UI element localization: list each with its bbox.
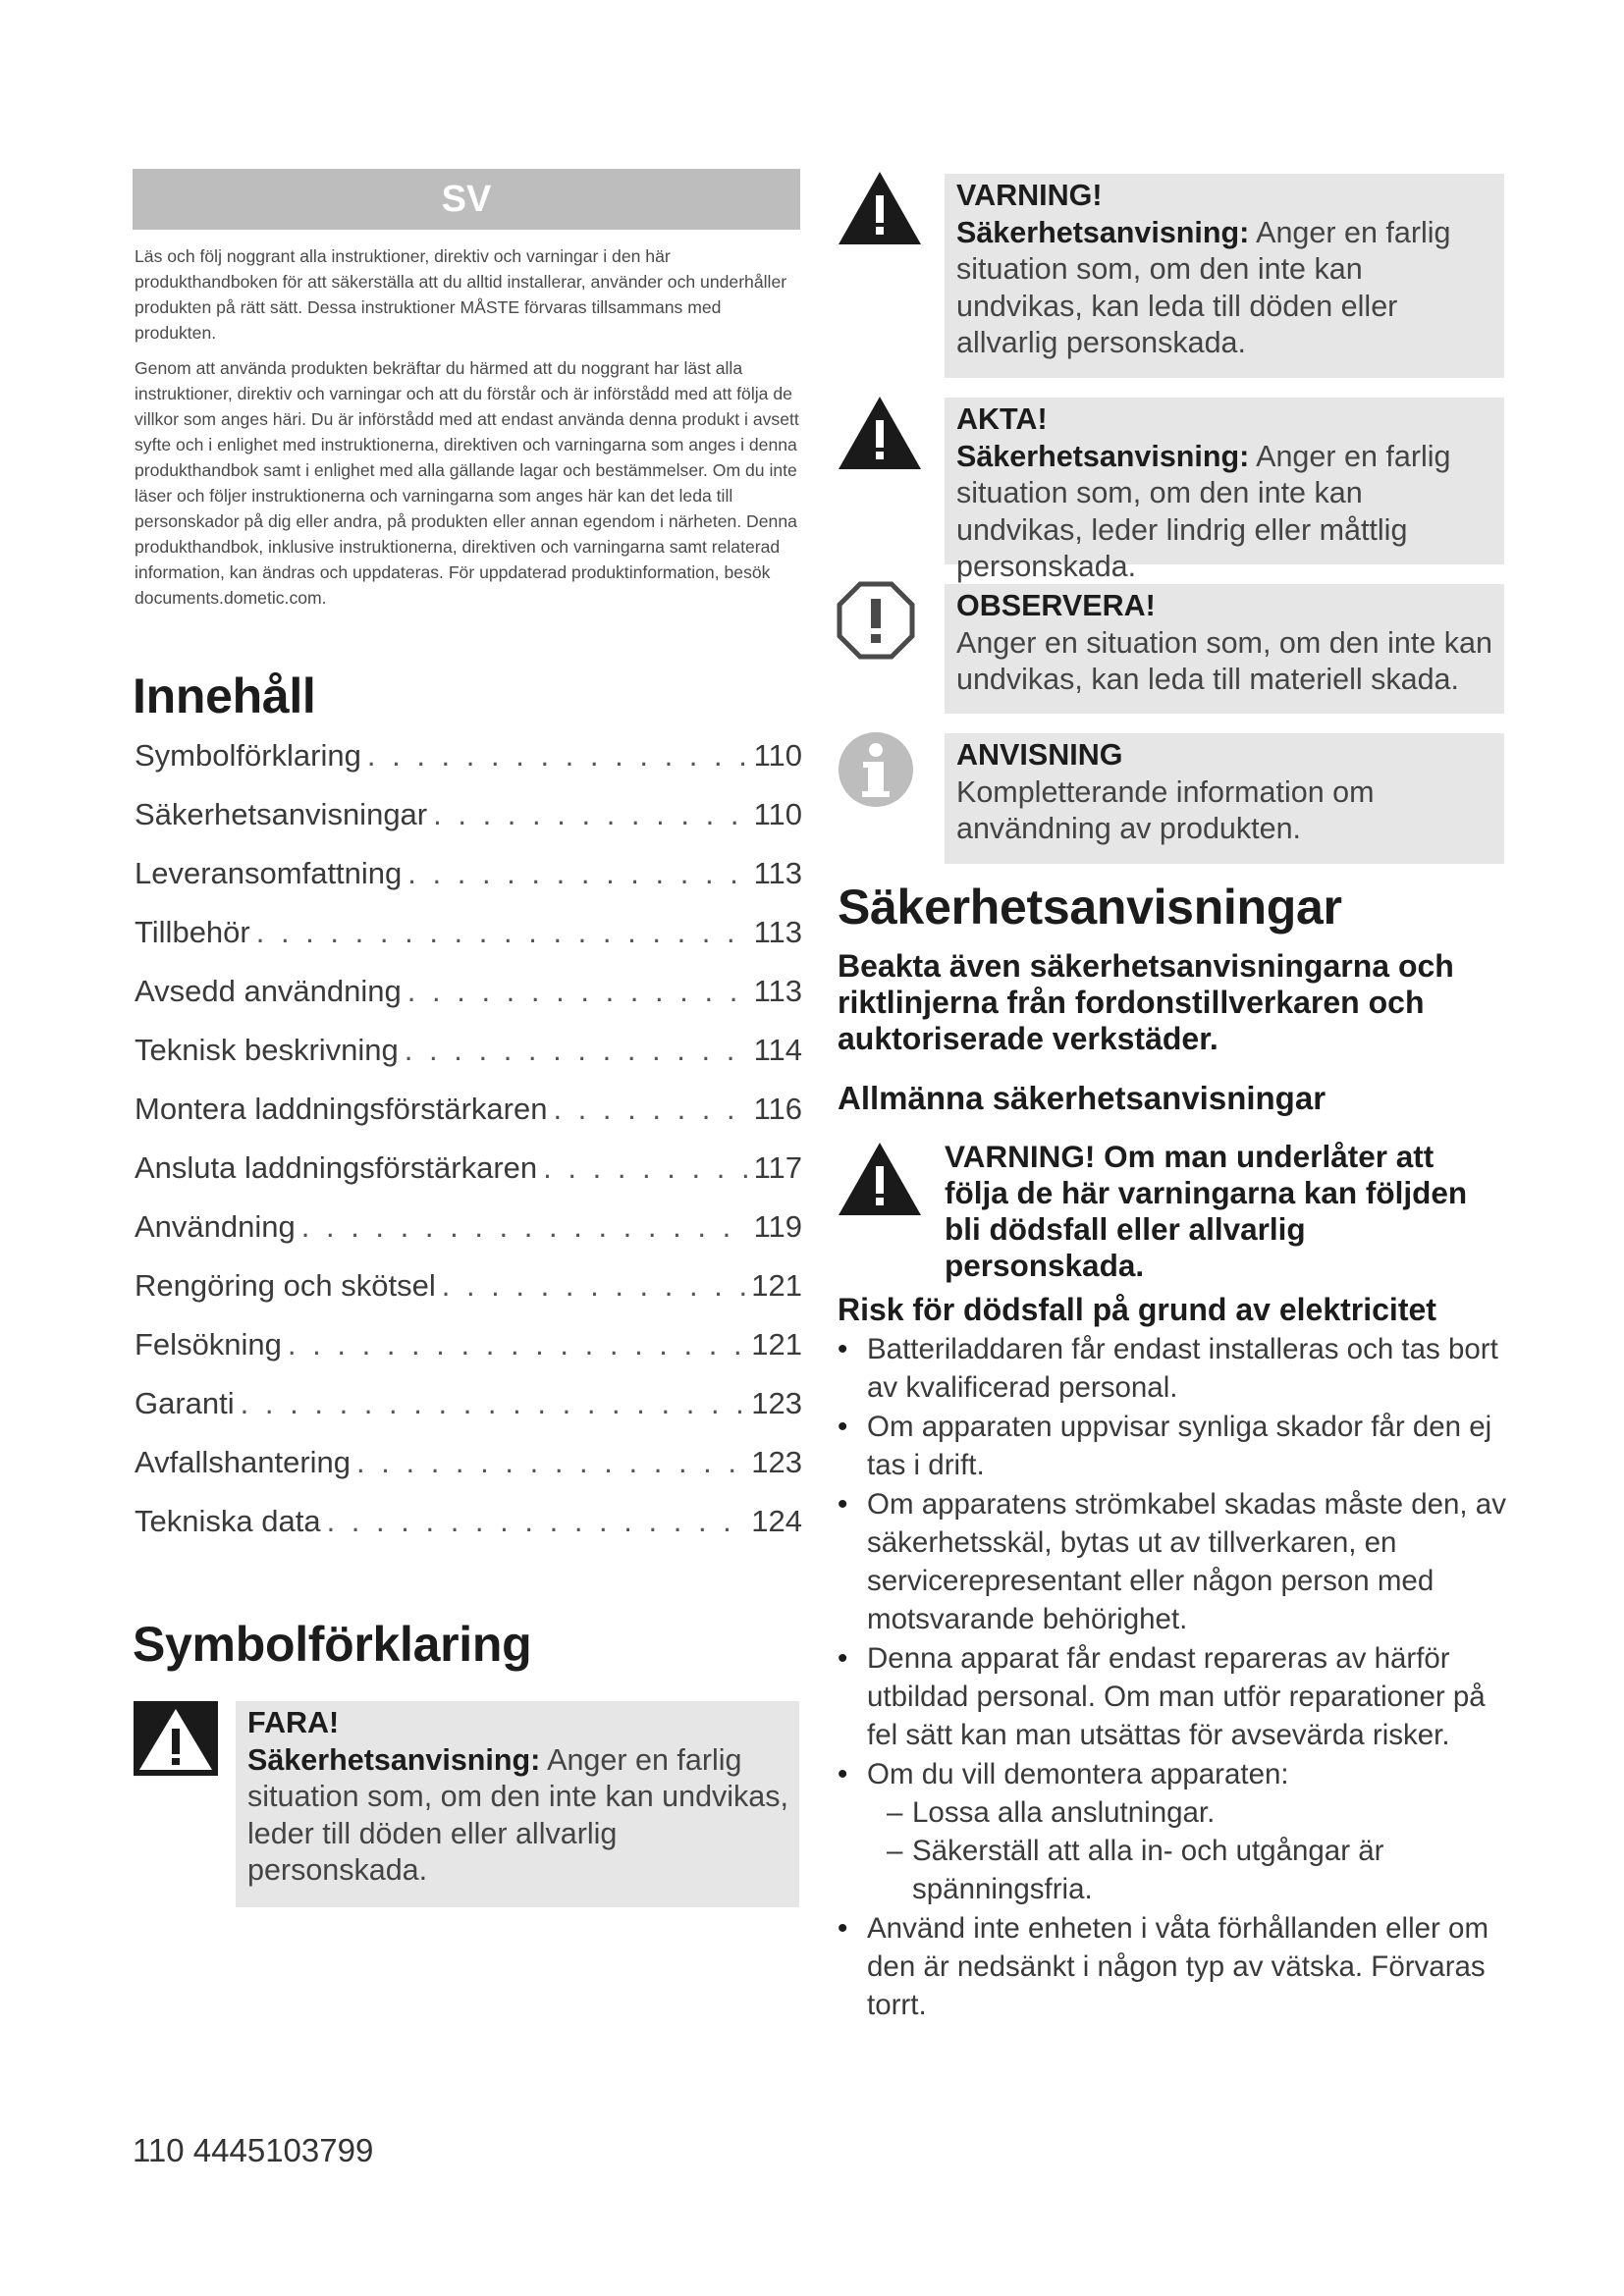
toc-leader xyxy=(367,738,748,774)
varning-text: Anger en farlig situation som, om den inte kan undvikas, kan leda till döden eller allvarlig personskada. xyxy=(956,215,1451,359)
toc-item[interactable] xyxy=(135,1386,802,1445)
toc-item-title: Montera laddningsförstärkaren xyxy=(135,1092,548,1126)
toc-item-page: 114 xyxy=(753,1033,802,1067)
toc-item-page: 124 xyxy=(751,1504,802,1538)
toc-item-page: 113 xyxy=(753,915,802,949)
safety-lead: Beakta även säkerhetsanvisningarna och riktlinjerna från fordonstillverkaren och auktoriserade verkstäder. xyxy=(838,948,1454,1056)
intro-paragraph-2: Genom att använda produkten bekräftar du härmed att du noggrant har läst alla instruktioner, direktiv och varningar och att du förstår och är införstådd med att följa de villkor som anges häri. Du är införstådd med att endast använda denna produkt i avsett syfte och i enlighet med instruktionerna, direktiven och varningarna som anges i denna produkthandbok samt i enlighet med alla gällande lagar och bestämmelser. Om du inte läser och följer instruktionerna och varningarna som anges här kan det leda till personskador på dig eller andra, på produkten eller annan egendom i närheten. Denna produkthandbok, inklusive instruktionerna, direktiven och varningarna samt relaterad information, kan ändras och uppdateras. För uppdaterad produktinformation, besök documents.dometic.com. xyxy=(135,358,799,608)
varning-label: Säkerhetsanvisning: xyxy=(956,215,1250,249)
toc-leader xyxy=(356,1445,745,1480)
observera-box xyxy=(945,584,1504,714)
fara-text: Anger en farlig situation som, om den inte kan undvikas, leder till döden eller allvarlig personskada. xyxy=(247,1742,788,1887)
page-footer xyxy=(133,2132,373,2169)
intro-paragraph-1: Läs och följ noggrant alla instruktioner, direktiv och varningar i den här produkthandboken för att säkerställa att du alltid installerar, använder och underhåller produkten på rätt sätt. Dessa instruktioner MÅSTE förvaras tillsammans med produkten. xyxy=(135,246,787,343)
toc-item-title: Leveransomfattning xyxy=(135,856,403,890)
toc-item[interactable] xyxy=(135,1504,802,1563)
fara-signal-word: FARA! xyxy=(247,1706,340,1739)
toc-leader xyxy=(256,915,748,950)
toc-item-title: Teknisk beskrivning xyxy=(135,1033,399,1067)
toc-item-page: 110 xyxy=(753,797,802,831)
anvisning-box xyxy=(945,733,1504,864)
toc-item-page: 119 xyxy=(753,1209,802,1244)
toc-item[interactable] xyxy=(135,1033,802,1092)
observera-text: Anger en situation som, om den inte kan undvikas, kan leda till materiell skada. xyxy=(956,625,1492,696)
toc-item-title: Tillbehör xyxy=(135,915,250,949)
list-item: • Batteriladdaren får endast installeras och tas bort av kvalificerad personal. xyxy=(838,1330,1515,1407)
toc-item-title: Felsökning xyxy=(135,1327,282,1362)
toc-item-title: Garanti xyxy=(135,1386,235,1420)
warning-triangle-icon xyxy=(837,170,923,251)
toc-leader xyxy=(288,1327,745,1362)
varning-signal-word: VARNING! xyxy=(956,179,1103,212)
toc-leader xyxy=(407,856,747,891)
general-warning-text: VARNING! Om man underlåter att följa de här varningarna kan följden bli dödsfall eller allvarlig personskada. xyxy=(945,1139,1468,1283)
sub-list-item: – Lossa alla anslutningar. xyxy=(887,1793,1515,1832)
toc-item[interactable] xyxy=(135,974,802,1033)
toc-item[interactable] xyxy=(135,1092,802,1150)
safety-bullet-list xyxy=(838,1330,1515,2025)
toc-item-page: 121 xyxy=(751,1327,802,1362)
anvisning-text: Kompletterande information om användning av produkten. xyxy=(956,774,1375,845)
toc-leader xyxy=(433,797,747,832)
toc-item-title: Avsedd användning xyxy=(135,974,402,1008)
toc-item[interactable] xyxy=(135,738,802,797)
list-item: • Om apparatens strömkabel skadas måste den, av säkerhetsskäl, bytas ut av tillverkaren, en servicerepresentant eller någon person med motsvarande behörighet. xyxy=(838,1485,1515,1638)
toc-item-page: 123 xyxy=(751,1386,802,1420)
toc-leader xyxy=(553,1092,747,1127)
toc-leader xyxy=(301,1209,748,1245)
list-item: • Om apparaten uppvisar synliga skador får den ej tas i drift. xyxy=(838,1408,1515,1484)
akta-label: Säkerhetsanvisning: xyxy=(956,439,1250,473)
toc-leader xyxy=(407,974,748,1009)
toc-item-title: Rengöring och skötsel xyxy=(135,1268,436,1303)
language-tab: SV xyxy=(133,169,800,230)
toc-item-title: Symbolförklaring xyxy=(135,738,361,773)
akta-signal-word: AKTA! xyxy=(956,402,1048,436)
general-safety-heading: Allmänna säkerhetsanvisningar xyxy=(838,1080,1326,1116)
sub-bullet-list xyxy=(867,1793,1515,1908)
toc-item[interactable] xyxy=(135,1268,802,1327)
info-icon xyxy=(837,730,915,814)
list-item xyxy=(838,1755,1515,1908)
danger-warning-icon xyxy=(134,1701,218,1781)
toc-item-title: Användning xyxy=(135,1209,296,1244)
safety-heading: Säkerhetsanvisningar xyxy=(838,880,1342,934)
list-item: • Denna apparat får endast repareras av härför utbildad personal. Om man utför reparationer på fel sätt kan man utsättas för avsevärda risker. xyxy=(838,1639,1515,1754)
anvisning-signal-word: ANVISNING xyxy=(956,738,1123,772)
document-number: 4445103799 xyxy=(192,2132,374,2168)
toc-leader xyxy=(442,1268,746,1304)
akta-box xyxy=(945,398,1504,583)
risk-heading: Risk för dödsfall på grund av elektricitet xyxy=(838,1292,1436,1327)
toc-item[interactable] xyxy=(135,797,802,856)
varning-box xyxy=(945,174,1504,378)
toc-item-title: Tekniska data xyxy=(135,1504,321,1538)
toc-item[interactable] xyxy=(135,1209,802,1268)
table-of-contents xyxy=(135,738,802,1563)
akta-text: Anger en farlig situation som, om den inte kan undvikas, leder lindrig eller måttlig personskada. xyxy=(956,439,1451,583)
toc-leader xyxy=(327,1504,746,1539)
observera-signal-word: OBSERVERA! xyxy=(956,589,1156,622)
toc-leader xyxy=(405,1033,748,1068)
toc-item-page: 123 xyxy=(751,1445,802,1479)
fara-label: Säkerhetsanvisning: xyxy=(247,1742,541,1777)
toc-item[interactable] xyxy=(135,1445,802,1504)
toc-item[interactable] xyxy=(135,1150,802,1209)
toc-item[interactable] xyxy=(135,915,802,974)
fara-box xyxy=(236,1701,799,1907)
toc-item-page: 116 xyxy=(753,1092,802,1126)
notice-octagon-icon xyxy=(837,581,915,665)
toc-item[interactable] xyxy=(135,856,802,915)
list-item-text: Om du vill demontera apparaten: xyxy=(867,1758,1289,1790)
caution-triangle-icon xyxy=(837,395,923,476)
toc-item-page: 121 xyxy=(751,1268,802,1303)
toc-item-title: Ansluta laddningsförstärkaren xyxy=(135,1150,538,1185)
toc-leader xyxy=(241,1386,746,1421)
toc-item-title: Avfallshantering xyxy=(135,1445,352,1479)
page-number: 110 xyxy=(133,2132,185,2168)
toc-item-page: 117 xyxy=(753,1150,802,1185)
toc-item[interactable] xyxy=(135,1327,802,1386)
toc-leader xyxy=(543,1150,747,1186)
list-item: • Använd inte enheten i våta förhållanden eller om den är nedsänkt i någon typ av vätska. Förvaras torrt. xyxy=(838,1909,1515,2024)
toc-item-page: 110 xyxy=(753,738,802,773)
sub-list-item: – Säkerställ att alla in- och utgångar är spänningsfria. xyxy=(887,1832,1515,1908)
toc-item-page: 113 xyxy=(753,974,802,1008)
toc-item-page: 113 xyxy=(753,856,802,890)
symbols-heading: Symbolförklaring xyxy=(133,1617,532,1672)
toc-item-title: Säkerhetsanvisningar xyxy=(135,797,428,831)
toc-heading: Innehåll xyxy=(133,668,316,723)
warning-triangle-icon-general xyxy=(837,1141,923,1222)
